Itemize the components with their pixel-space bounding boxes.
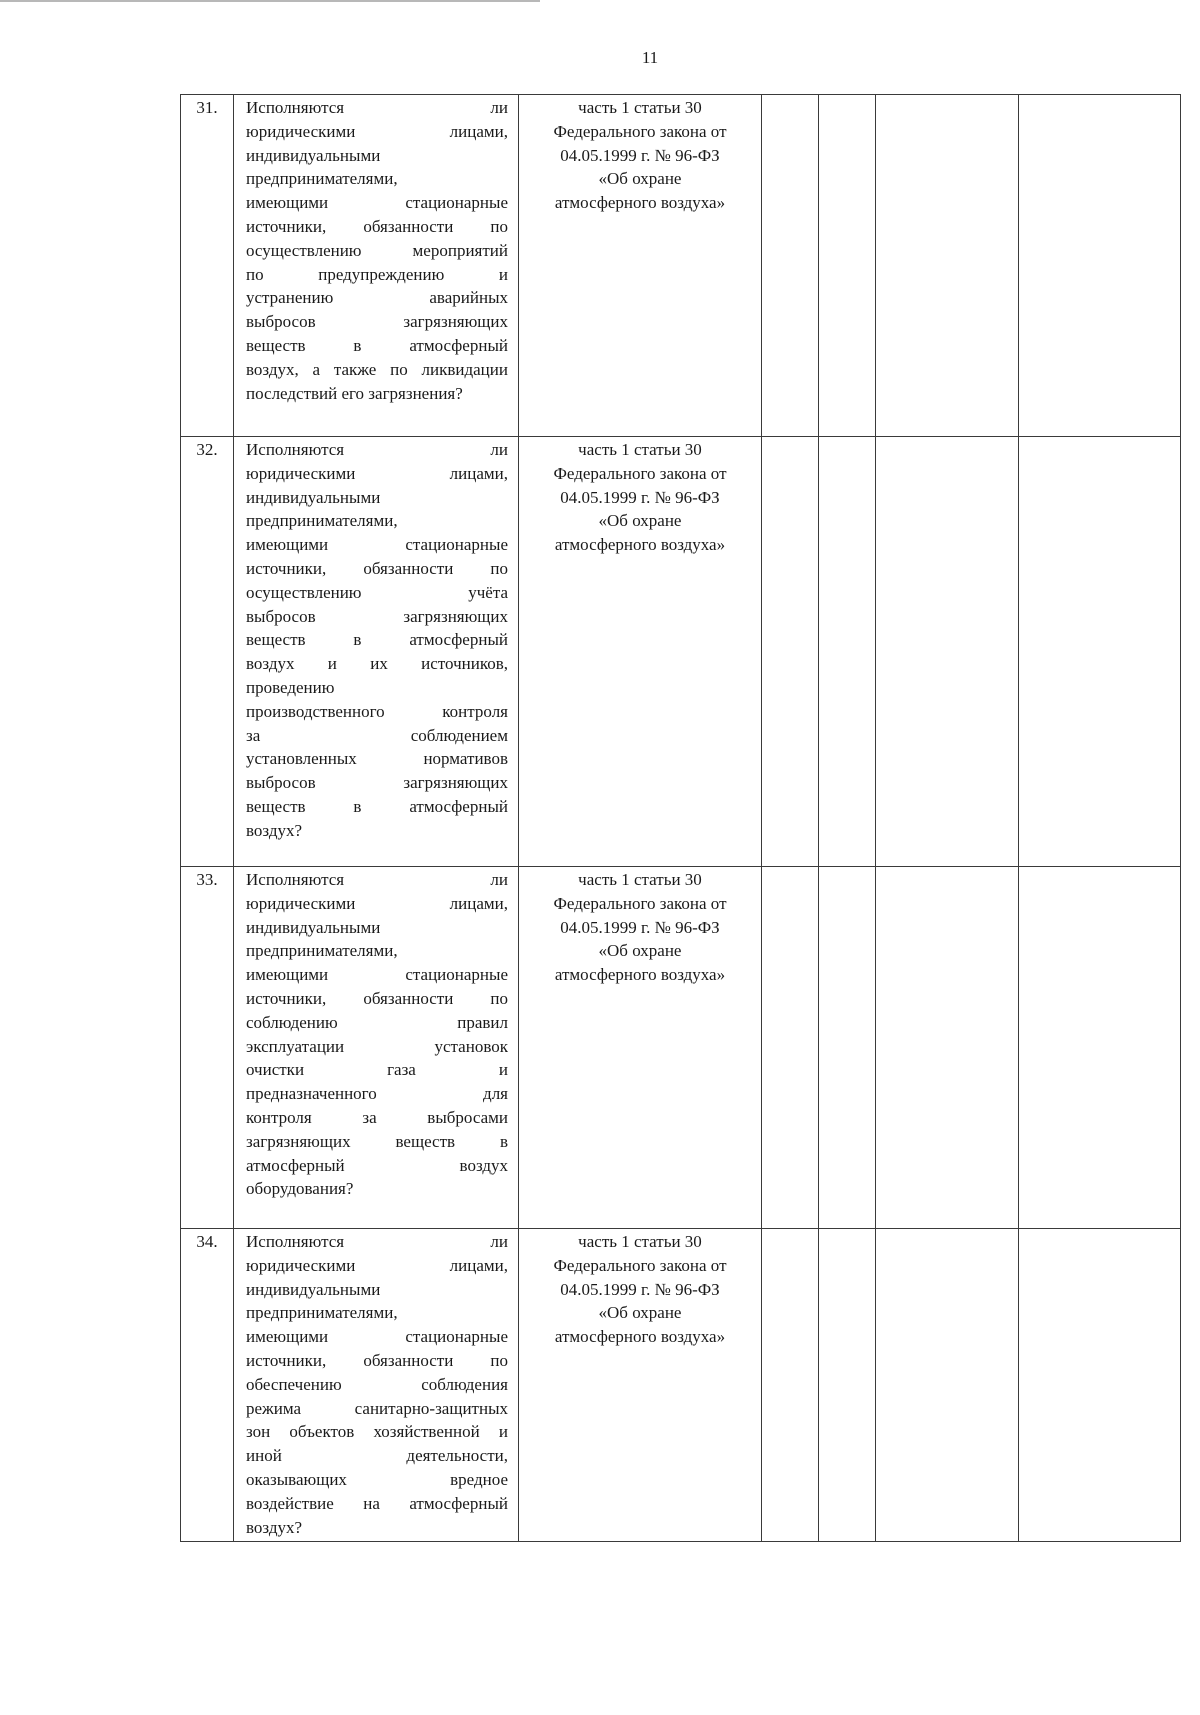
table-row (181, 1229, 1181, 1542)
question-word: обязанности (363, 216, 454, 236)
question-word: ликвидации (421, 359, 508, 379)
question-word: ли (490, 98, 508, 117)
question-word: обязанности (363, 558, 454, 578)
legal-reference-line: «Об охране (598, 1303, 682, 1323)
question-word: загрязняющих (403, 773, 508, 793)
answer-no-cell[interactable] (819, 437, 876, 867)
question-word: Исполняются (246, 98, 345, 117)
question-word: источники, (246, 558, 327, 578)
question-word: юридическими (246, 1255, 356, 1275)
question-word: юридическими (246, 463, 356, 483)
question-line (246, 605, 508, 629)
question-word: очистки (246, 1060, 305, 1080)
question-word: воздух, (246, 359, 299, 379)
question-word: индивидуальными (246, 487, 381, 507)
question-line (246, 1230, 508, 1254)
row-number: 33. (181, 867, 234, 1229)
question-word: аварийных (429, 288, 508, 308)
question-word: имеющими (246, 965, 329, 985)
legal-reference-line: атмосферного воздуха» (554, 1327, 726, 1347)
table-body (181, 95, 1181, 1542)
question-word: последствий его загрязнения? (246, 383, 463, 403)
question-word: атмосферный (409, 335, 508, 355)
question-word: по (490, 216, 508, 236)
question-line (246, 1011, 508, 1035)
question-word: по (490, 1350, 508, 1370)
answer-no-cell[interactable] (819, 867, 876, 1229)
question-line (246, 1397, 508, 1421)
question-line (246, 1492, 508, 1516)
legal-reference-line: Федерального закона от (553, 1255, 727, 1275)
question-line (246, 628, 508, 652)
question-word: мероприятий (412, 240, 508, 260)
question-word: обеспечению (246, 1374, 342, 1394)
legal-reference-cell (519, 437, 762, 867)
question-line (246, 167, 508, 191)
legal-reference-line: 04.05.1999 г. № 96-ФЗ (560, 917, 720, 937)
legal-reference-line: атмосферного воздуха» (554, 535, 726, 555)
question-word: ли (490, 1232, 508, 1251)
question-line (246, 239, 508, 263)
question-cell (234, 95, 519, 437)
question-word: лицами, (449, 121, 508, 141)
not-applicable-cell[interactable] (876, 437, 1019, 867)
question-line (246, 1444, 508, 1468)
not-applicable-cell[interactable] (876, 95, 1019, 437)
question-line (246, 263, 508, 287)
question-line (246, 1468, 508, 1492)
question-line (246, 486, 508, 510)
question-line (246, 795, 508, 819)
question-word: хозяйственной (373, 1422, 480, 1442)
question-word: также (333, 359, 377, 379)
answer-yes-cell[interactable] (762, 95, 819, 437)
question-line (246, 700, 508, 724)
question-word: осуществлению (246, 240, 362, 260)
legal-reference-cell (519, 95, 762, 437)
question-word: в (353, 630, 362, 650)
question-word: и (498, 1060, 508, 1080)
question-word: источники, (246, 1350, 327, 1370)
question-word: имеющими (246, 535, 329, 555)
question-line (246, 747, 508, 771)
question-line (246, 1130, 508, 1154)
not-applicable-cell[interactable] (876, 867, 1019, 1229)
question-line (246, 334, 508, 358)
question-line (246, 144, 508, 168)
question-line (246, 916, 508, 940)
question-word: Исполняются (246, 870, 345, 889)
question-word: и (327, 654, 337, 674)
question-line (246, 96, 508, 120)
question-line (246, 191, 508, 215)
legal-reference-cell (519, 867, 762, 1229)
question-word: предпринимателями, (246, 169, 398, 189)
question-line (246, 438, 508, 462)
row-number: 31. (181, 95, 234, 437)
legal-reference-line: 04.05.1999 г. № 96-ФЗ (560, 1279, 720, 1299)
legal-reference-line: «Об охране (598, 511, 682, 531)
question-word: устранению (246, 288, 334, 308)
question-word: по (490, 558, 508, 578)
answer-yes-cell[interactable] (762, 1229, 819, 1542)
answer-no-cell[interactable] (819, 1229, 876, 1542)
question-line (246, 382, 508, 406)
answer-no-cell[interactable] (819, 95, 876, 437)
question-line (246, 676, 508, 700)
row-number: 34. (181, 1229, 234, 1542)
question-line (246, 557, 508, 581)
page-number: 11 (641, 48, 659, 67)
question-word: в (353, 796, 362, 816)
question-word: источники, (246, 988, 327, 1008)
legal-reference-line: Федерального закона от (553, 463, 727, 483)
question-word: правил (457, 1012, 508, 1032)
note-cell[interactable] (1019, 1229, 1181, 1542)
question-word: за (246, 725, 261, 745)
question-word: для (483, 1084, 508, 1104)
question-word: воздействие (246, 1493, 334, 1513)
question-word: по (390, 359, 408, 379)
question-word: контроля (442, 701, 508, 721)
question-word: обязанности (363, 988, 454, 1008)
legal-reference-line: часть 1 статьи 30 (578, 440, 702, 459)
question-word: предназначенного (246, 1084, 377, 1104)
legal-reference-line: часть 1 статьи 30 (578, 98, 702, 117)
question-word: зон (246, 1422, 271, 1442)
legal-reference-line: часть 1 статьи 30 (578, 1232, 702, 1251)
question-line (246, 1082, 508, 1106)
question-word: выбросов (246, 606, 316, 626)
question-line (246, 215, 508, 239)
question-word: стационарные (405, 193, 508, 213)
legal-reference-line: атмосферного воздуха» (554, 965, 726, 985)
question-word: контроля (246, 1107, 312, 1127)
answer-yes-cell[interactable] (762, 437, 819, 867)
legal-reference-line: Федерального закона от (553, 121, 727, 141)
legal-reference-line: «Об охране (598, 169, 682, 189)
question-word: оборудования? (246, 1179, 354, 1199)
question-word: воздух? (246, 1517, 303, 1537)
question-word: предпринимателями, (246, 1303, 398, 1323)
question-word: на (363, 1493, 380, 1513)
question-word: юридическими (246, 121, 356, 141)
question-word: ли (490, 870, 508, 889)
question-word: стационарные (405, 965, 508, 985)
question-line (246, 1516, 508, 1540)
question-line (246, 1106, 508, 1130)
question-line (246, 310, 508, 334)
question-word: индивидуальными (246, 1279, 381, 1299)
question-word: в (499, 1131, 508, 1151)
question-word: предпринимателями, (246, 941, 398, 961)
question-line (246, 1420, 508, 1444)
question-word: источники, (246, 216, 327, 236)
question-line (246, 581, 508, 605)
question-cell (234, 437, 519, 867)
question-word: нормативов (423, 749, 508, 769)
question-word: а (312, 359, 321, 379)
question-line (246, 1058, 508, 1082)
table-row (181, 95, 1181, 437)
question-word: загрязняющих (246, 1131, 351, 1151)
question-word: и (498, 264, 508, 284)
question-word: и (498, 1422, 508, 1442)
question-word: соблюдением (410, 725, 508, 745)
question-line (246, 1278, 508, 1302)
question-line (246, 963, 508, 987)
question-word: в (353, 335, 362, 355)
question-word: соблюдения (421, 1374, 508, 1394)
question-word: предупреждению (318, 264, 445, 284)
question-word: лицами, (449, 463, 508, 483)
question-line (246, 819, 508, 843)
note-cell[interactable] (1019, 95, 1181, 437)
checklist-table (180, 94, 1181, 1542)
question-word: выбросов (246, 773, 316, 793)
question-word: соблюдению (246, 1012, 338, 1032)
legal-reference-line: часть 1 статьи 30 (578, 870, 702, 889)
legal-reference-line: «Об охране (598, 941, 682, 961)
question-word: лицами, (449, 893, 508, 913)
question-word: выбросов (246, 312, 316, 332)
question-word: их (370, 654, 388, 674)
question-word: веществ (246, 630, 306, 650)
question-word: Исполняются (246, 440, 345, 459)
question-word: Исполняются (246, 1232, 345, 1251)
question-line (246, 533, 508, 557)
question-word: воздух? (246, 820, 303, 840)
question-word: индивидуальными (246, 917, 381, 937)
question-word: деятельности, (406, 1446, 508, 1466)
question-word: оказывающих (246, 1469, 347, 1489)
question-word: вредное (450, 1469, 508, 1489)
question-line (246, 892, 508, 916)
question-word: стационарные (405, 535, 508, 555)
question-word: обязанности (363, 1350, 454, 1370)
question-word: юридическими (246, 893, 356, 913)
question-word: атмосферный (409, 796, 508, 816)
question-line (246, 939, 508, 963)
question-word: за (362, 1107, 377, 1127)
question-word: установленных (246, 749, 357, 769)
question-line (246, 1035, 508, 1059)
question-word: по (246, 264, 264, 284)
legal-reference-line: атмосферного воздуха» (554, 193, 726, 213)
question-word: иной (246, 1446, 282, 1466)
question-word: производственного (246, 701, 385, 721)
question-word: веществ (246, 335, 306, 355)
question-line (246, 724, 508, 748)
question-word: атмосферный (409, 630, 508, 650)
question-word: стационарные (405, 1327, 508, 1347)
question-word: газа (387, 1060, 416, 1080)
row-number: 32. (181, 437, 234, 867)
question-word: атмосферный (409, 1493, 508, 1513)
question-word: воздух (459, 1155, 508, 1175)
question-cell (234, 867, 519, 1229)
question-word: лицами, (449, 1255, 508, 1275)
question-line (246, 987, 508, 1011)
question-word: атмосферный (246, 1155, 345, 1175)
question-line (246, 509, 508, 533)
scan-edge-line (0, 0, 540, 2)
table-row (181, 437, 1181, 867)
question-word: источников, (421, 654, 508, 674)
question-line (246, 462, 508, 486)
question-line (246, 1177, 508, 1201)
question-word: имеющими (246, 193, 329, 213)
question-line (246, 1349, 508, 1373)
question-line (246, 1154, 508, 1178)
note-cell[interactable] (1019, 437, 1181, 867)
question-cell (234, 1229, 519, 1542)
question-line (246, 358, 508, 382)
question-word: установок (434, 1036, 508, 1056)
question-line (246, 652, 508, 676)
legal-reference-line: 04.05.1999 г. № 96-ФЗ (560, 145, 720, 165)
legal-reference-line: Федерального закона от (553, 893, 727, 913)
question-line (246, 771, 508, 795)
question-word: режима (246, 1398, 302, 1418)
note-cell[interactable] (1019, 867, 1181, 1229)
question-word: веществ (246, 796, 306, 816)
question-word: осуществлению (246, 582, 362, 602)
legal-reference-cell (519, 1229, 762, 1542)
question-word: индивидуальными (246, 145, 381, 165)
legal-reference-line: 04.05.1999 г. № 96-ФЗ (560, 487, 720, 507)
question-word: загрязняющих (403, 606, 508, 626)
question-word: загрязняющих (403, 312, 508, 332)
not-applicable-cell[interactable] (876, 1229, 1019, 1542)
table-row (181, 867, 1181, 1229)
question-word: объектов (289, 1422, 355, 1442)
question-word: учёта (468, 582, 508, 602)
question-word: проведению (246, 677, 335, 697)
question-line (246, 1325, 508, 1349)
question-word: воздух (246, 654, 295, 674)
question-line (246, 1254, 508, 1278)
question-word: по (490, 988, 508, 1008)
question-word: выбросами (427, 1107, 508, 1127)
question-word: санитарно-защитных (354, 1398, 508, 1418)
question-line (246, 120, 508, 144)
answer-yes-cell[interactable] (762, 867, 819, 1229)
question-word: веществ (395, 1131, 456, 1151)
question-word: имеющими (246, 1327, 329, 1347)
question-line (246, 1301, 508, 1325)
question-word: предпринимателями, (246, 511, 398, 531)
question-line (246, 286, 508, 310)
question-word: эксплуатации (246, 1036, 345, 1056)
question-word: ли (490, 440, 508, 459)
question-line (246, 868, 508, 892)
question-line (246, 1373, 508, 1397)
